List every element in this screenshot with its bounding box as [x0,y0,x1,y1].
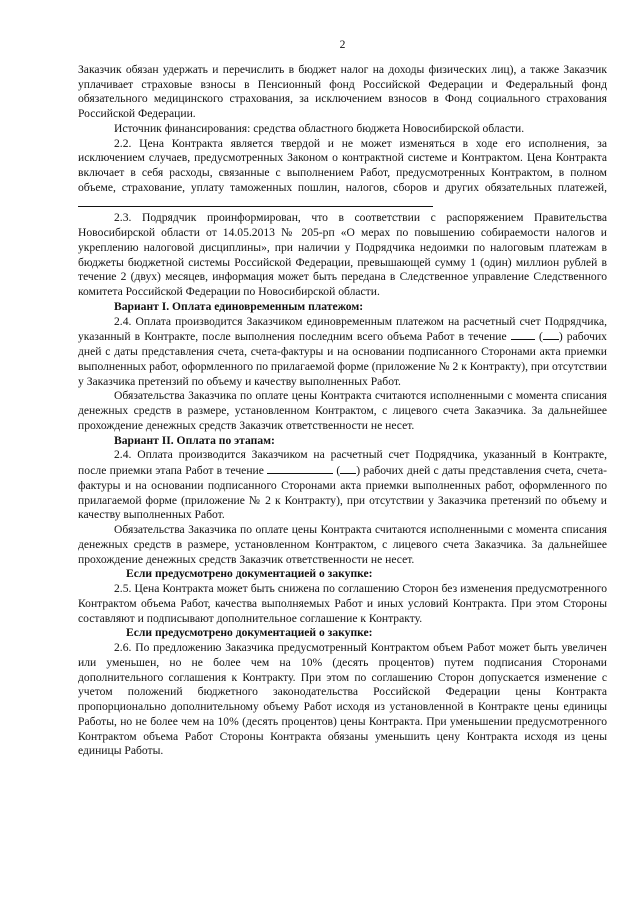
fill-in-blank-stage-days-words [340,463,356,474]
fill-in-blank [78,196,433,207]
heading-variant-2: Вариант II. Оплата по этапам: [114,433,275,447]
paragraph-2-5-price-reduction: 2.5. Цена Контракта может быть снижена по соглашению Сторон без изменения предусмотренного Контрактом объема Работ, качества выполняемых Работ и иных условий Контракта. При этом Стороны составляют и подписывают дополнительное соглашение к Контракту. [78,582,607,625]
paren-open-2: ( [336,464,341,477]
paragraph-funding-source: Источник финансирования: средства областного бюджета Новосибирской области. [114,121,525,135]
paragraph-2-4-stage-text-end: ) рабочих дней с даты представления счета, счета-фактуры и на основании подписанного Сторонами акта приемки выполненных работ, оформленного по прилагаемой форме (приложение № 2 к Контракту), при отсутствии у Заказчика претензий по объему и качеству выполненных Работ. [78,464,607,522]
paragraph-2-4-stage-payment [78,448,607,523]
paragraph-2-6-volume-change: 2.6. По предложению Заказчика предусмотренный Контрактом объем Работ может быть увеличен или уменьшен, но не более чем на 10% (десять процентов) путем подписания Сторонами дополнительного соглашения к Контракту. При этом по соглашению Сторон допускается изменение с учетом положений бюджетного законодательства Российской Федерации цены Контракта пропорционально дополнительному объему Работ исходя из установленной в Контракте цены единицы Работы, но не более чем на 10% (десять процентов) цены Контракта. При уменьшении предусмотренного Контрактом объема Работ Стороны Контракта обязаны уменьшить цену Контракта исходя из цены единицы Работы. [78,641,607,758]
paragraph-obligations-1: Обязательства Заказчика по оплате цены Контракта считаются исполненными с момента списания денежных средств в размере, установленном Контрактом, с лицевого счета Заказчика. За дальнейшее прохождение денежных средств Заказчик ответственности не несет. [78,389,607,432]
paren-open: ( [538,330,543,344]
paragraph-2-4-text-end: ) рабочих дней с даты представления счета, счета-фактуры и на основании подписанного Сторонами акта приемки выполненных работ, оформленного по прилагаемой форме (приложение № 2 к Контракту), при отсутствии у Заказчика претензий по объему и качеству выполненных Работ. [78,330,607,388]
heading-variant-1: Вариант I. Оплата единовременным платежом: [114,299,364,313]
heading-if-provided-1: Если предусмотрено документацией о закупке: [126,567,373,581]
fill-in-blank-stage-days [267,463,333,474]
paragraph-tax-contributions: Заказчик обязан удержать и перечислить в бюджет налог на доходы физических лиц), а также Заказчик уплачивает страховые взносы в Пенсионный фонд Российской Федерации и Федеральный фонд обязательного медицинского страхования, за исключением взносов в Фонд социального страхования Российской Федерации. [78,62,607,120]
paragraph-2-4-text-start: 2.4. Оплата производится Заказчиком единовременным платежом на расчетный счет Подрядчика, указанный в Контракте, после выполнения последним всего объема Работ в течение [78,314,607,344]
page-number: 2 [339,38,346,51]
paragraph-2-4-single-payment [78,315,607,390]
paragraph-2-2-text: 2.2. Цена Контракта является твердой и не может изменяться в ходе его исполнения, за исключением случаев, предусмотренных Законом о контрактной системе и Контрактом. Цена Контракта включает в себя расходы, связанные с выполнением Работ, предусмотренных Контрактом, в полном объеме, страхование, уплату таможенных пошлин, налогов, сборов и других обязательных платежей, [78,136,607,194]
paragraph-obligations-2: Обязательства Заказчика по оплате цены Контракта считаются исполненными с момента списания денежных средств в размере, установленном Контрактом, с лицевого счета Заказчика. За дальнейшее прохождение денежных средств Заказчик ответственности не несет. [78,523,607,566]
fill-in-blank-days-words [543,329,559,340]
heading-if-provided-2: Если предусмотрено документацией о закупке: [126,626,373,640]
paragraph-2-2-fixed-price [78,137,607,212]
paragraph-2-3-tax-info: 2.3. Подрядчик проинформирован, что в соответствии с распоряжением Правительства Новосибирской области от 14.05.2013 № 205-рп «О мерах по повышению собираемости налогов и укреплению налоговой дисциплины», при наличии у Подрядчика недоимки по налоговым платежам в бюджеты бюджетной системы Российской Федерации, превышающей сумму 1 (один) миллион рублей в течение 2 (двух) месяцев, информация может быть передана в Следственное управление Следственного комитета Российской Федерации по Новосибирской области. [78,211,607,298]
paragraph-2-4-stage-text-start: 2.4. Оплата производится Заказчиком на расчетный счет Подрядчика, указанный в Контракте, после приемки этапа Работ в течение [78,448,607,477]
fill-in-blank-days [511,329,535,340]
